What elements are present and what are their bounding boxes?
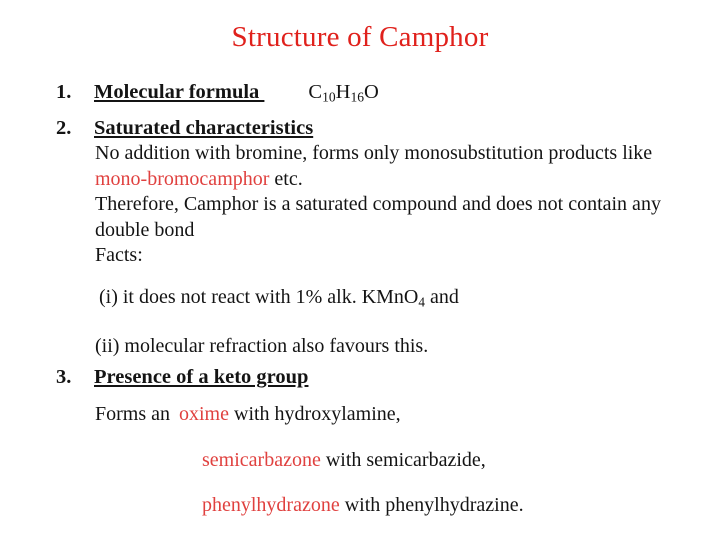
facts-label: Facts: <box>95 244 143 267</box>
saturated-paragraph-1 <box>0 141 720 192</box>
formula-c-sub: 10 <box>322 89 336 105</box>
formula-h-sub: 16 <box>350 89 364 105</box>
list-heading-2: Saturated characteristics <box>94 117 314 140</box>
molecular-formula <box>308 80 378 109</box>
list-item-1 <box>0 80 720 109</box>
keto-reaction-line-3 <box>0 493 720 518</box>
list-number-1: 1. <box>56 81 72 103</box>
keto-reaction-line-2 <box>0 448 720 473</box>
list-heading-1: Molecular formula <box>94 81 265 103</box>
slide-body <box>0 80 720 518</box>
list-item-2 <box>0 116 720 140</box>
fact1-text-a: (i) it does not react with 1% alk. KMnO <box>99 285 419 308</box>
keto-line3-text-b: with phenylhydrazine. <box>339 494 524 517</box>
fact-item-2: (ii) molecular refraction also favours this. <box>95 335 429 358</box>
formula-o: O <box>363 81 379 103</box>
keto-reaction-line-1 <box>0 402 720 427</box>
fact-item-1 <box>0 285 720 314</box>
keto-line1-text-a: Forms an <box>95 403 170 426</box>
fact1-subscript: 4 <box>418 294 425 310</box>
term-mono-bromocamphor: mono-bromocamphor <box>95 167 270 190</box>
list-heading-3: Presence of a keto group <box>94 366 309 389</box>
fact1-text-b: and <box>424 285 459 308</box>
page-title: Structure of Camphor <box>231 21 489 53</box>
saturated-para1-text-b: etc. <box>269 167 303 190</box>
saturated-para1-text-a: No addition with bromine, forms only monosubstitution products like <box>95 142 653 165</box>
term-oxime: oxime <box>179 403 229 426</box>
formula-c: C <box>308 81 323 103</box>
list-number-3: 3. <box>56 366 72 389</box>
term-phenylhydrazone: phenylhydrazone <box>202 494 340 517</box>
saturated-paragraph-2: Therefore, Camphor is a saturated compound and does not contain any double bond <box>95 193 661 241</box>
formula-h: H <box>335 81 351 103</box>
term-semicarbazone: semicarbazone <box>202 449 321 472</box>
keto-line1-text-b: with hydroxylamine, <box>229 403 401 426</box>
keto-line2-text-b: with semicarbazide, <box>320 449 486 472</box>
list-number-2: 2. <box>56 117 72 140</box>
list-item-3 <box>0 365 720 389</box>
